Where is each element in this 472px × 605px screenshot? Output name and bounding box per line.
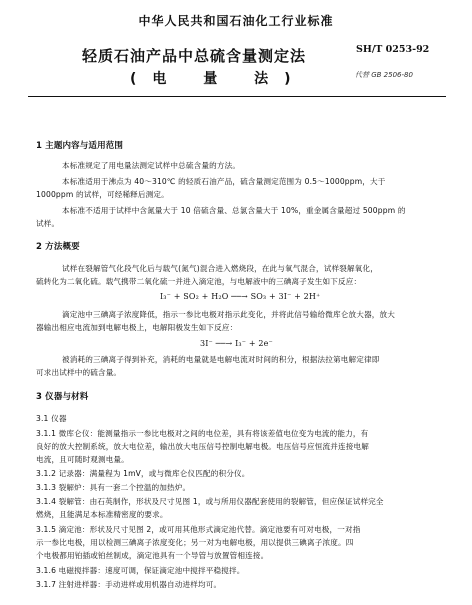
- clause-text: 3.1.5 滴定池：形状及尺寸见图 2，或可用其他形式滴定池代替。滴定池要有可对电极，一对指: [36, 525, 361, 534]
- document-title: 轻质石油产品中总硫含量测定法: [82, 47, 307, 65]
- clause-text: 良好的放大控制系统，放大电位差，输出放大电压信号控制电解电极。电压信号应恒流并连接电解: [36, 442, 369, 451]
- clause-text: 3.1.4 裂解管：由石英制作，形状及尺寸见图 1，或与所用仪器配套使用的裂解管，但应保证试样完全: [36, 497, 384, 506]
- section-1-paragraph: 本标准适用于沸点为 40～310℃ 的轻质石油产品，硫含量测定范围为 0.5～1000ppm，大于: [62, 177, 386, 186]
- clause-text: 3.1.1 微库仑仪：能测量指示一参比电极对之间的电位差，具有将该差值电位变为电流的能力，有: [36, 429, 369, 438]
- reaction-equation-1: I₃⁻ + SO₂ + H₂O ──→ SO₃ + 3I⁻ + 2H⁺: [160, 292, 321, 301]
- section-1-paragraph: 本标准不适用于试样中含氮量大于 10 倍硫含量、总氯含量大于 10%，重金属含量超过 500ppm 的: [62, 206, 406, 215]
- section-1-paragraph: 1000ppm 的试样，可经稀释后测定。: [36, 190, 169, 199]
- standard-code: SH/T 0253-92: [356, 44, 430, 55]
- clause-text: 燃烧，且能满足本标准精密度的要求。: [36, 510, 168, 519]
- section-2-paragraph: 器输出相应电流加到电解电极上，电解阳极发生如下反应：: [36, 323, 238, 332]
- standard-category-header: 中华人民共和国石油化工行业标准: [138, 14, 334, 28]
- clause-text: 电流，且可随时观测电量。: [36, 455, 129, 464]
- section-1-paragraph: 试样。: [36, 219, 60, 228]
- section-2-paragraph: 被消耗的三碘离子得到补充，消耗的电量就是电解电流对时间的积分，根据法拉第电解定律即: [62, 355, 380, 364]
- section-2-paragraph: 试样在裂解管气化段气化后与载气(氮气)混合进入燃烧段，在此与氧气混合，试样裂解氧化，: [62, 264, 378, 273]
- reaction-equation-2: 3I⁻ ──→ I₃⁻ + 2e⁻: [200, 339, 273, 348]
- clause-text: 3.1.2 记录器：满量程为 1mV，或与微库仑仪匹配的积分仪。: [36, 469, 250, 478]
- section-2-heading: 2 方法概要: [36, 242, 80, 252]
- clause-text: 个电极都用铂插或铂丝制成，滴定池具有一个导管与放置管相连接。: [36, 551, 269, 560]
- section-2-paragraph: 可求出试样中的硫含量。: [36, 368, 122, 377]
- section-2-paragraph: 滴定池中三碘离子浓度降低，指示一参比电极对指示此变化，并将此信号输给微库仑放大器，放大: [62, 310, 395, 319]
- document-subtitle: (电 量 法): [130, 71, 307, 87]
- section-1-paragraph: 本标准规定了用电量法测定试样中总硫含量的方法。: [62, 161, 241, 170]
- clause-text: 3.1.7 注射进样器：手动进样或用机器自动进样均可。: [36, 580, 222, 589]
- section-2-paragraph: 硫转化为二氧化硫。载气携带二氧化硫一并进入滴定池，与电解液中的三碘离子发生如下反应：: [36, 277, 362, 286]
- section-3-heading: 3 仪器与材料: [36, 392, 89, 402]
- clause-text: 3.1.6 电磁搅拌器：速度可调，保证滴定池中搅拌平稳搅拌。: [36, 566, 245, 575]
- clause-text: 示一参比电极，用以检测三碘离子浓度变化；另一对为电解电极，用以提供三碘离子浓度。四: [36, 538, 354, 547]
- replaces-note: 代替 GB 2506-80: [355, 71, 413, 79]
- subsection-heading: 3.1 仪器: [36, 414, 67, 423]
- section-1-heading: 1 主题内容与适用范围: [36, 141, 124, 151]
- clause-text: 3.1.3 裂解炉：具有一套二个控温的加热炉。: [36, 483, 191, 492]
- header-rule: [28, 96, 446, 97]
